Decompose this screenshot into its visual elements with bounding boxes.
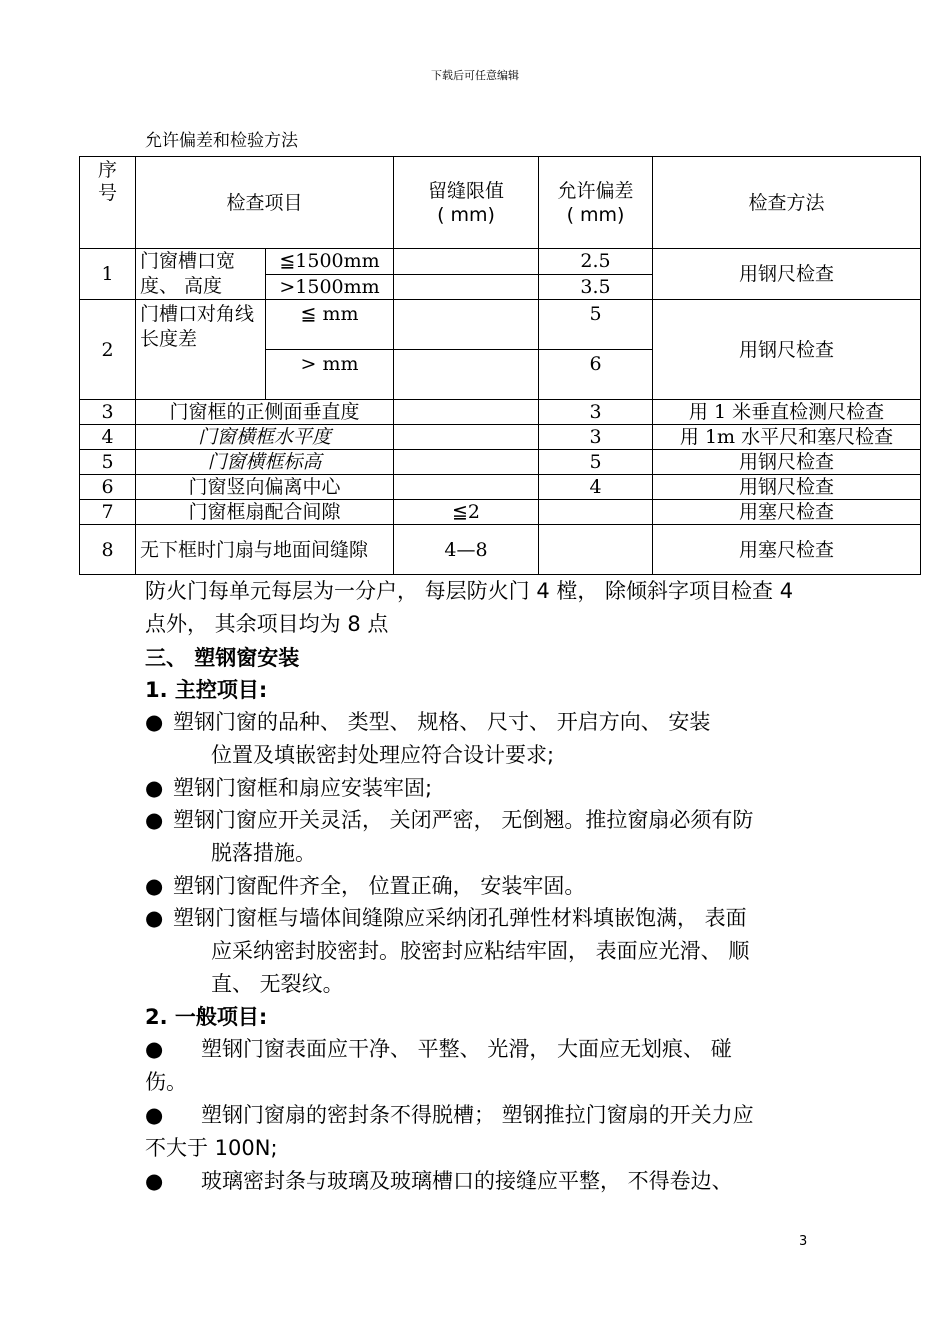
bullet-icon: ●: [145, 710, 164, 734]
row-no: 6: [80, 475, 136, 500]
row-no: 3: [80, 400, 136, 425]
table-caption: 允许偏差和检验方法: [145, 131, 298, 151]
list-item: [145, 1033, 810, 1099]
row-item: 无下框时门扇与地面间缝隙: [136, 525, 394, 575]
row-gap: [394, 475, 539, 500]
bullet-icon: ●: [145, 1037, 164, 1061]
table-row: [80, 475, 921, 500]
row-tolerance: 3.5: [539, 274, 653, 300]
table-row: [80, 425, 921, 450]
bullet-icon: ●: [145, 906, 164, 930]
row-tolerance: 6: [539, 350, 653, 400]
list-item-line: 塑钢门窗应开关灵活， 关闭严密， 无倒翘。推拉窗扇必须有防: [173, 808, 754, 832]
row-no: 1: [80, 249, 136, 300]
header-method: 检查方法: [653, 157, 921, 249]
row-tolerance: 5: [539, 450, 653, 475]
row-gap: [394, 350, 539, 400]
list-item-line: 塑钢门窗的品种、 类型、 规格、 尺寸、 开启方向、 安装: [173, 710, 711, 734]
list-item-line: 伤。: [145, 1070, 187, 1094]
row-sub-condition: > mm: [266, 350, 394, 400]
row-item: 门窗框扇配合间隙: [136, 500, 394, 525]
row-no: 7: [80, 500, 136, 525]
row-no: 4: [80, 425, 136, 450]
row-item: 门窗竖向偏离中心: [136, 475, 394, 500]
main-items-heading: 1. 主控项目:: [145, 678, 268, 702]
row-method: 用 1 米垂直检测尺检查: [653, 400, 921, 425]
row-tolerance: [539, 500, 653, 525]
tolerance-table: [79, 156, 921, 575]
list-item: [145, 772, 810, 805]
list-item-line: 塑钢门窗框与墙体间缝隙应采纳闭孔弹性材料填嵌饱满， 表面: [173, 906, 747, 930]
table-row: [80, 450, 921, 475]
row-item: 门窗横框标高: [136, 450, 394, 475]
row-tolerance: 3: [539, 425, 653, 450]
row-method: 用塞尺检查: [653, 525, 921, 575]
row-sub-condition: ≦1500mm: [266, 249, 394, 275]
list-item: [145, 1099, 810, 1165]
header-note: 下载后可任意编辑: [431, 69, 519, 82]
row-sub-condition: >1500mm: [266, 274, 394, 300]
bullet-icon: ●: [145, 1103, 164, 1127]
list-item: [145, 1165, 810, 1198]
list-item-line: 塑钢门窗框和扇应安装牢固;: [173, 776, 433, 800]
table-row: [80, 249, 921, 275]
row-tolerance: 2.5: [539, 249, 653, 275]
header-no: 序 号: [80, 157, 136, 249]
row-method: 用钢尺检查: [653, 475, 921, 500]
list-item-line: 应采纳密封胶密封。胶密封应粘结牢固， 表面应光滑、 顺: [211, 939, 750, 963]
list-item-line: 玻璃密封条与玻璃及玻璃槽口的接缝应平整， 不得卷边、: [201, 1169, 733, 1193]
row-gap: [394, 400, 539, 425]
row-tolerance: 4: [539, 475, 653, 500]
row-gap: [394, 450, 539, 475]
general-items-heading: 2. 一般项目:: [145, 1005, 268, 1029]
list-item: [145, 870, 810, 903]
list-item-line: 塑钢门窗扇的密封条不得脱槽； 塑钢推拉门窗扇的开关力应: [201, 1103, 754, 1127]
row-gap: [394, 249, 539, 275]
row-no: 5: [80, 450, 136, 475]
table-row: [80, 525, 921, 575]
list-item-line: 位置及填嵌密封处理应符合设计要求;: [211, 743, 555, 767]
row-tolerance: [539, 525, 653, 575]
row-item: 门槽口对角线长度差: [136, 300, 266, 400]
row-method: 用塞尺检查: [653, 500, 921, 525]
note-paragraph: 防火门每单元每层为一分户， 每层防火门 4 樘， 除倾斜字项目检查 4 点外， 其余项目均为 8 点: [145, 579, 794, 636]
header-tolerance: 允许偏差 ( mm): [539, 157, 653, 249]
row-gap: [394, 300, 539, 350]
row-no: 2: [80, 300, 136, 400]
row-gap: [394, 274, 539, 300]
row-method: 用钢尺检查: [653, 450, 921, 475]
table-row: [80, 500, 921, 525]
row-tolerance: 5: [539, 300, 653, 350]
header-gap-limit: 留缝限值 ( mm): [394, 157, 539, 249]
list-item-line: 塑钢门窗配件齐全， 位置正确， 安装牢固。: [173, 874, 586, 898]
row-method: 用 1m 水平尺和塞尺检查: [653, 425, 921, 450]
bullet-icon: ●: [145, 874, 164, 898]
row-tolerance: 3: [539, 400, 653, 425]
list-item-line: 塑钢门窗表面应干净、 平整、 光滑， 大面应无划痕、 碰: [201, 1037, 732, 1061]
row-item: 门窗槽口宽度、 高度: [136, 249, 266, 300]
row-no: 8: [80, 525, 136, 575]
table-row: [80, 400, 921, 425]
row-gap: ≦2: [394, 500, 539, 525]
table-row: [80, 300, 921, 350]
row-item: 门窗框的正侧面垂直度: [136, 400, 394, 425]
row-method: 用钢尺检查: [653, 300, 921, 400]
bullet-icon: ●: [145, 808, 164, 832]
bullet-icon: ●: [145, 1169, 164, 1193]
list-item: [145, 902, 810, 1001]
row-gap: 4—8: [394, 525, 539, 575]
table-header-row: [80, 157, 921, 249]
row-item: 门窗横框水平度: [136, 425, 394, 450]
header-item: 检查项目: [136, 157, 394, 249]
list-item-line: 直、 无裂纹。: [211, 972, 344, 996]
row-method: 用钢尺检查: [653, 249, 921, 300]
list-item: [145, 804, 810, 870]
bullet-icon: ●: [145, 776, 164, 800]
page-number: 3: [799, 1234, 808, 1249]
list-item: [145, 706, 810, 772]
section-heading: 三、 塑钢窗安装: [145, 646, 300, 670]
list-item-line: 不大于 100N;: [145, 1136, 278, 1160]
list-item-line: 脱落措施。: [211, 841, 316, 865]
row-sub-condition: ≦ mm: [266, 300, 394, 350]
row-gap: [394, 425, 539, 450]
